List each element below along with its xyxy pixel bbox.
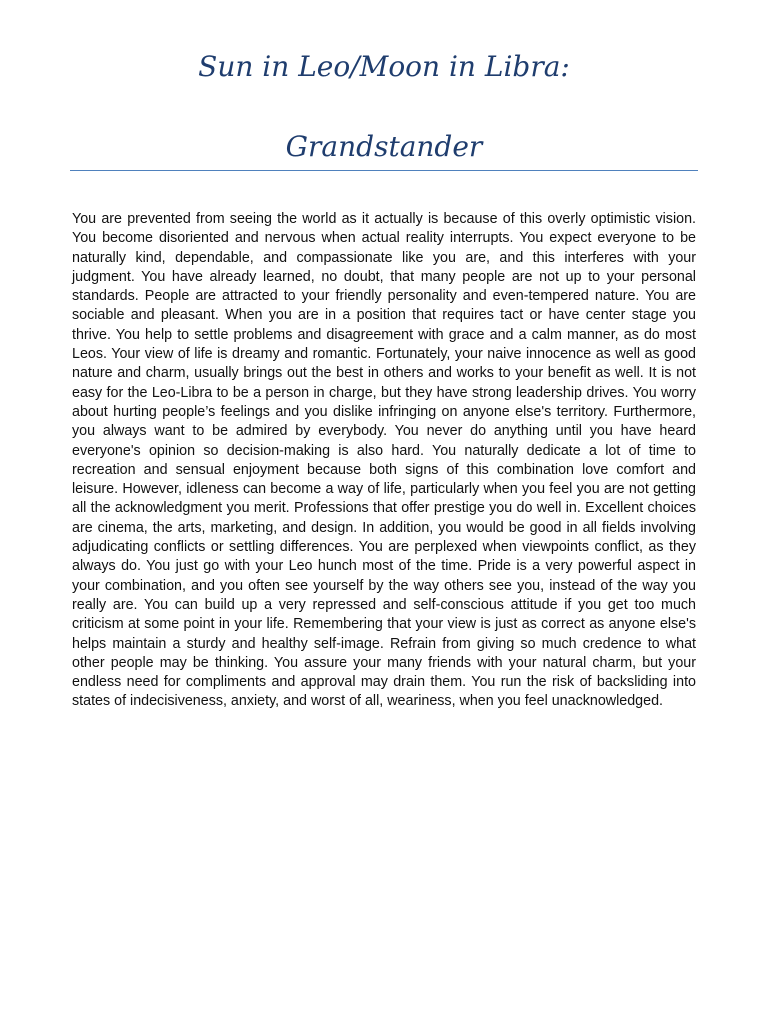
title-divider — [70, 170, 698, 171]
page-subtitle: Grandstander — [285, 130, 483, 163]
body-paragraph: You are prevented from seeing the world as it actually is because of this overly optimistic vision. You become disoriented and nervous when actual reality interrupts. You expect everyone to be naturally kind, dependable, and compassionate like you are, and this interferes with your judgment. You have already learned, no doubt, that many people are not up to your personal standards. People are attracted to your friendly personality and even-tempered nature. You are sociable and pleasant. When you are in a position that requires tact or have center stage you thrive. You help to settle problems and disagreement with grace and a calm manner, as do most Leos. Your view of life is dreamy and romantic. Fortunately, your naive innocence as well as good nature and charm, usually brings out the best in others and works to your benefit as well. It is not easy for the Leo-Libra to be a person in charge, but they have strong leadership drives. You worry about hurting people’s feelings and you dislike infringing on anyone else's territory. Furthermore, you always want to be admired by everybody. You never do anything until you have heard everyone's opinion so decision-making is also hard. You naturally dedicate a lot of time to recreation and sensual enjoyment because both signs of this combination love comfort and leisure. However, idleness can become a way of life, particularly when you feel you are not getting all the acknowledgment you merit. Professions that offer prestige you do well in. Excellent choices are cinema, the arts, marketing, and design. In addition, you would be good in all fields involving adjudicating conflicts or settling differences. You are perplexed when viewpoints conflict, as they always do. You just go with your Leo hunch most of the time. Pride is a very powerful aspect in your combination, and you often see yourself by the way others see you, instead of the way you really are. You can build up a very repressed and self-conscious attitude if you get too much criticism at some point in your life. Remembering that your view is just as correct as anyone else's helps maintain a sturdy and healthy self-image. Refrain from giving so much credence to what other people may be thinking. You assure your many friends with your natural charm, but your endless need for compliments and approval may drain them. You run the risk of backsliding into states of indecisiveness, anxiety, and worst of all, weariness, when you feel unacknowledged. — [72, 211, 696, 710]
page-title: Sun in Leo/Moon in Libra: — [198, 50, 570, 83]
